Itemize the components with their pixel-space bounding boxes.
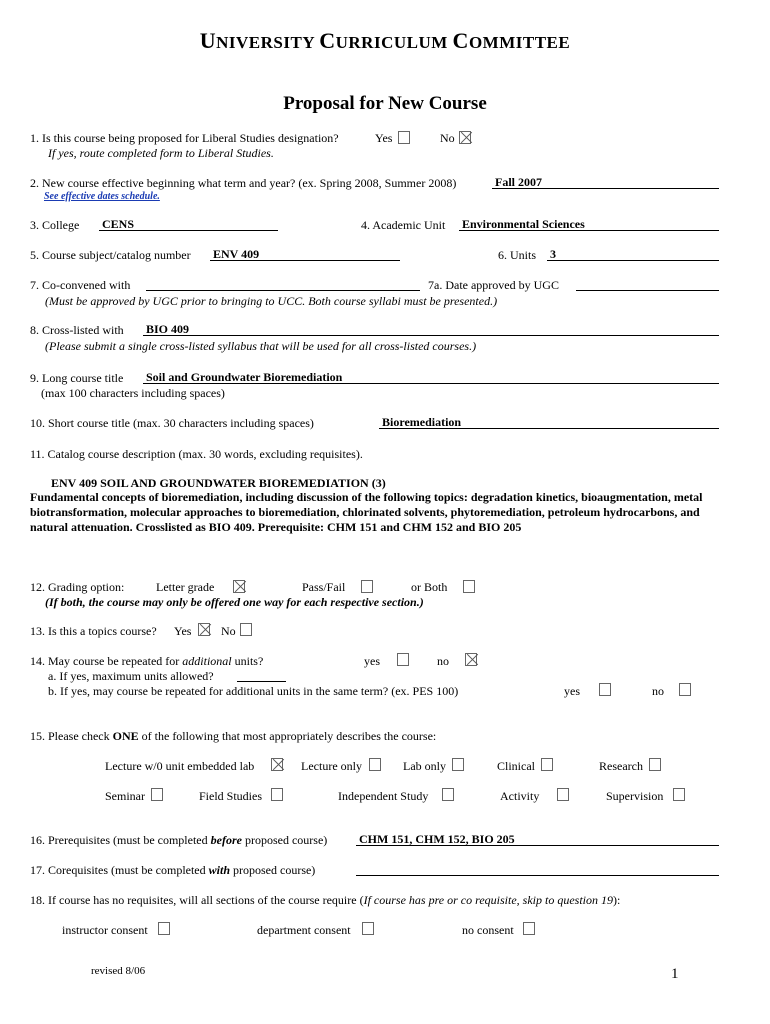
q4-label: 4. Academic Unit <box>361 218 446 232</box>
page-number: 1 <box>671 966 679 982</box>
q18-label-em: If course has pre or co requisite, skip to question 19 <box>363 893 613 907</box>
option-seminar-checkbox[interactable] <box>151 788 163 801</box>
catalog-heading: ENV 409 SOIL AND GROUNDWATER BIOREMEDIATION (3) <box>51 476 386 490</box>
q15-label-bold: ONE <box>112 729 139 743</box>
same-term-yes-checkbox[interactable] <box>599 683 611 696</box>
q5-label: 5. Course subject/catalog number <box>30 248 191 262</box>
option-clinical-label: Clinical <box>497 759 535 773</box>
grading-passfail-checkbox[interactable] <box>361 580 373 593</box>
q9-label: 9. Long course title <box>30 371 124 385</box>
department-consent-checkbox[interactable] <box>362 922 374 935</box>
option-research-label: Research <box>599 759 643 773</box>
q14b-label: b. If yes, may course be repeated for additional units in the same term? (ex. PES 100) <box>48 684 459 698</box>
grading-letter-label: Letter grade <box>156 580 215 594</box>
option-activity-label: Activity <box>500 789 540 803</box>
option-field-studies-checkbox[interactable] <box>271 788 283 801</box>
option-lecture-lab-checkbox[interactable] <box>271 758 283 771</box>
title-initial: C <box>452 28 469 53</box>
catalog-number-field[interactable]: ENV 409 <box>210 248 400 261</box>
grading-passfail-label: Pass/Fail <box>302 580 346 594</box>
no-consent-label: no consent <box>462 923 514 937</box>
q17-label <box>30 863 315 878</box>
q15-label-pre: 15. Please check <box>30 729 113 743</box>
q16-label <box>30 833 327 848</box>
q1-label: 1. Is this course being proposed for Liberal Studies designation? <box>30 131 339 145</box>
q16-label-em: before <box>210 833 242 847</box>
q11-label: 11. Catalog course description (max. 30 words, excluding requisites). <box>30 447 363 461</box>
q17-label-post: proposed course) <box>230 863 316 877</box>
option-independent-study-label: Independent Study <box>338 789 429 803</box>
title-part: URRICULUM <box>335 33 453 52</box>
instructor-consent-checkbox[interactable] <box>158 922 170 935</box>
catalog-description: Fundamental concepts of bioremediation, including discussion of the following topics: degradation kinetics, bioaugmentation, metal biotransformation, molecular approaches to bioremediation, chlorinated solvents, phytoremediation, petroleum hydrocarbons, and natural attenuation. Crosslisted as BIO 409. Prerequisite: CHM 151 and CHM 152 and BIO 205 <box>30 490 703 534</box>
option-supervision-checkbox[interactable] <box>673 788 685 801</box>
q1-no-checkbox[interactable] <box>459 131 471 144</box>
title-initial: U <box>199 28 217 53</box>
q14a-label: a. If yes, maximum units allowed? <box>48 669 214 683</box>
q1-yes-label: Yes <box>375 131 393 145</box>
q8-note: (Please submit a single cross-listed syllabus that will be used for all cross-listed courses.) <box>45 339 477 353</box>
q7-note: (Must be approved by UGC prior to bringing to UCC. Both course syllabi must be presented.) <box>45 294 498 308</box>
title-part: OMMITTEE <box>468 33 571 52</box>
q2-effective-term-field[interactable]: Fall 2007 <box>492 176 719 189</box>
revision-date: revised 8/06 <box>91 965 146 977</box>
q13-yes-label: Yes <box>174 624 192 638</box>
grading-letter-checkbox[interactable] <box>233 580 245 593</box>
option-lab-only-checkbox[interactable] <box>452 758 464 771</box>
option-research-checkbox[interactable] <box>649 758 661 771</box>
long-title-field[interactable]: Soil and Groundwater Bioremediation <box>143 371 719 384</box>
department-consent-label: department consent <box>257 923 351 937</box>
q9-note: (max 100 characters including spaces) <box>41 386 225 400</box>
q1-no-label: No <box>440 131 455 145</box>
q1-note: If yes, route completed form to Liberal Studies. <box>48 146 274 160</box>
q14-label-pre: 14. May course be repeated for <box>30 654 183 668</box>
option-lecture-lab-label: Lecture w/0 unit embedded lab <box>105 759 255 773</box>
q14-label-post: units? <box>231 654 264 668</box>
option-field-studies-label: Field Studies <box>199 789 263 803</box>
short-title-field[interactable]: Bioremediation <box>379 416 719 429</box>
q12-label: 12. Grading option: <box>30 580 125 594</box>
option-lecture-only-checkbox[interactable] <box>369 758 381 771</box>
q18-label-post: ): <box>613 893 621 907</box>
academic-unit-field[interactable]: Environmental Sciences <box>459 218 719 231</box>
units-field[interactable]: 3 <box>547 248 719 261</box>
effective-dates-link[interactable]: See effective dates schedule. <box>44 191 160 202</box>
q13-label: 13. Is this a topics course? <box>30 624 157 638</box>
option-seminar-label: Seminar <box>105 789 145 803</box>
topics-yes-checkbox[interactable] <box>198 623 210 636</box>
topics-no-checkbox[interactable] <box>240 623 252 636</box>
prerequisites-field[interactable]: CHM 151, CHM 152, BIO 205 <box>356 833 719 846</box>
q14-yes-label: yes <box>364 654 380 668</box>
q15-label <box>30 729 436 744</box>
repeat-yes-checkbox[interactable] <box>397 653 409 666</box>
title-initial: C <box>319 28 336 53</box>
option-clinical-checkbox[interactable] <box>541 758 553 771</box>
option-independent-study-checkbox[interactable] <box>442 788 454 801</box>
max-units-field[interactable] <box>237 669 286 682</box>
cross-listed-field[interactable]: BIO 409 <box>143 323 719 336</box>
no-consent-checkbox[interactable] <box>523 922 535 935</box>
form-subtitle: Proposal for New Course <box>283 93 487 114</box>
q14b-no-label: no <box>652 684 664 698</box>
option-lecture-only-label: Lecture only <box>301 759 362 773</box>
q8-label: 8. Cross-listed with <box>30 323 124 337</box>
q10-label: 10. Short course title (max. 30 characters including spaces) <box>30 416 314 430</box>
title-part: NIVERSITY <box>216 33 320 52</box>
option-activity-checkbox[interactable] <box>557 788 569 801</box>
q18-label <box>30 893 620 908</box>
repeat-no-checkbox[interactable] <box>465 653 477 666</box>
corequisites-field[interactable] <box>356 863 719 876</box>
q18-label-pre: 18. If course has no requisites, will all sections of the course require ( <box>30 893 364 907</box>
q17-label-em: with <box>208 863 230 877</box>
grading-both-label: or Both <box>411 580 448 594</box>
co-convened-field[interactable] <box>146 278 420 291</box>
q2-label: 2. New course effective beginning what term and year? (ex. Spring 2008, Summer 2008) <box>30 176 457 190</box>
q6-label: 6. Units <box>498 248 537 262</box>
q17-label-pre: 17. Corequisites (must be completed <box>30 863 209 877</box>
option-supervision-label: Supervision <box>606 789 664 803</box>
q7-label: 7. Co-convened with <box>30 278 131 292</box>
page-title <box>0 28 770 54</box>
q14b-yes-label: yes <box>564 684 580 698</box>
q13-no-label: No <box>221 624 236 638</box>
ugc-date-field[interactable] <box>576 278 719 291</box>
q15-label-post: of the following that most appropriately describes the course: <box>138 729 437 743</box>
q1-yes-checkbox[interactable] <box>398 131 410 144</box>
q7a-label: 7a. Date approved by UGC <box>428 278 559 292</box>
q16-label-pre: 16. Prerequisites (must be completed <box>30 833 211 847</box>
q14-label <box>30 654 263 669</box>
college-field[interactable]: CENS <box>99 218 278 231</box>
option-lab-only-label: Lab only <box>403 759 446 773</box>
q16-label-post: proposed course) <box>241 833 328 847</box>
q3-label: 3. College <box>30 218 80 232</box>
grading-both-checkbox[interactable] <box>463 580 475 593</box>
q14-no-label: no <box>437 654 449 668</box>
q14-label-em: additional <box>182 654 232 668</box>
instructor-consent-label: instructor consent <box>62 923 148 937</box>
q12-note: (If both, the course may only be offered one way for each respective section.) <box>45 595 424 609</box>
same-term-no-checkbox[interactable] <box>679 683 691 696</box>
